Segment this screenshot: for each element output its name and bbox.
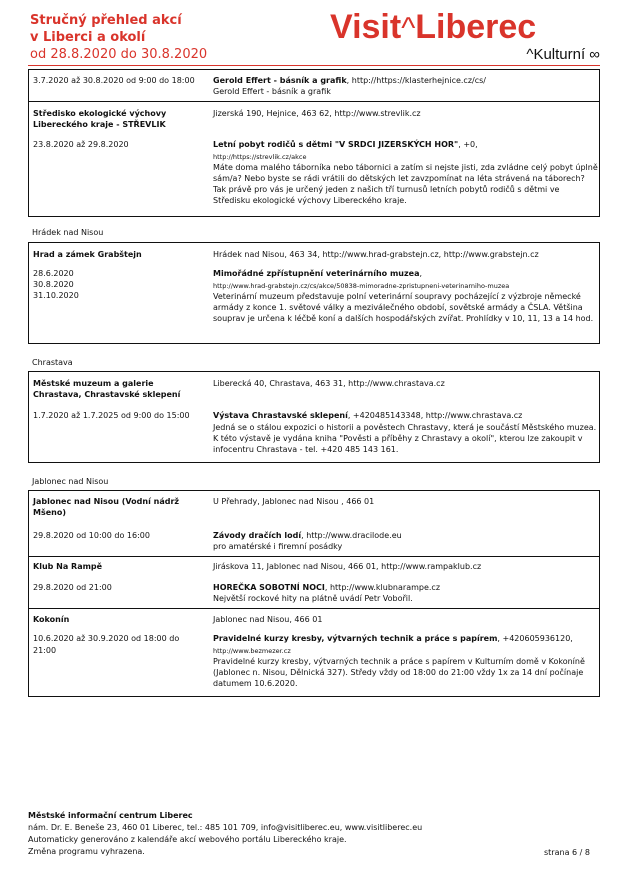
event-date: 21:00 (33, 646, 57, 655)
event-date: 29.8.2020 od 10:00 do 16:00 (33, 531, 150, 540)
event-description: Gerold Effert - básník a grafik (213, 87, 331, 96)
logo-tagline: ^Kulturní ∞ (526, 46, 600, 63)
event-date: 3.7.2020 až 30.8.2020 od 9:00 do 18:00 (33, 76, 195, 85)
event-description: Máte doma malého táborníka nebo tábornici a zatím si nejste jisti, zda zvládne celý pobyt úplně sám/a? Nebo byste se rádi vrátili do dětských let zavzpomínat na léta strávená na táborech? Tak právě pro vás je určený jeden z našich tří turnusů letních pobytů rodičů s dětmi ve Středisku ekologické výchovy Libereckého kraje. (213, 163, 598, 205)
venue-address: Jablonec nad Nisou, 466 01 (213, 615, 323, 624)
footer-address: nám. Dr. E. Beneše 23, 460 01 Liberec, tel.: 485 101 709, info@visitliberec.eu, www.visitliberec.eu (28, 823, 423, 832)
page-number: strana 6 / 8 (544, 848, 590, 857)
event-title-line: Pravidelné kurzy kresby, výtvarných technik a práce s papírem, +420605936120, (213, 634, 573, 643)
event-date: 1.7.2020 až 1.7.2025 od 9:00 do 15:00 (33, 411, 190, 420)
event-link[interactable]: http://https://strevlik.cz/akce (213, 153, 307, 161)
event-title-line: Závody dračích lodí, http://www.dracilode.eu (213, 531, 402, 540)
footer-note: Automaticky generováno z kalendáře akcí webového portálu Libereckého kraje. (28, 835, 347, 844)
event-date: 29.8.2020 od 21:00 (33, 583, 112, 592)
title-line-1: Stručný přehled akcí (30, 13, 182, 28)
event-title-line: Letní pobyt rodičů s dětmi "V SRDCI JIZERSKÝCH HOR", +0, (213, 140, 478, 149)
event-description: pro amatérské i firemní posádky (213, 542, 343, 551)
section-heading: Jablonec nad Nisou (32, 477, 109, 486)
venue-address: Jiráskova 11, Jablonec nad Nisou, 466 01, http://www.rampaklub.cz (213, 562, 482, 571)
section-heading: Hrádek nad Nisou (32, 228, 104, 237)
venue-name: Jablonec nad Nisou (Vodní nádrž Mšeno) (33, 497, 180, 517)
event-date: 10.6.2020 až 30.9.2020 od 18:00 do (33, 634, 180, 643)
row-divider (28, 608, 600, 609)
venue-name: Městské muzeum a galerie Chrastava, Chrastavské sklepení (33, 379, 181, 399)
page-footer (28, 810, 422, 858)
header-divider (28, 65, 600, 66)
footer-org: Městské informační centrum Liberec (28, 811, 193, 820)
venue-name: Hrad a zámek Grabštejn (33, 250, 142, 259)
event-date: 23.8.2020 až 29.8.2020 (33, 140, 129, 149)
event-title-line: Gerold Effert - básník a grafik, http://https://klasterhejnice.cz/cs/ (213, 76, 486, 85)
logo-brand: Visit^Liberec (330, 8, 537, 46)
venue-address: Jizerská 190, Hejnice, 463 62, http://www.strevlik.cz (213, 109, 421, 118)
document-title (30, 12, 207, 63)
venue-name: Středisko ekologické výchovy Libereckého kraje - STŘEVLIK (33, 109, 167, 129)
venue-address: Liberecká 40, Chrastava, 463 31, http://www.chrastava.cz (213, 379, 445, 388)
event-date: 28.6.2020 (33, 269, 74, 278)
event-description: Jedná se o stálou expozici o historii a pověstech Chrastavy, která je součástí Městského muzea. K této výstavě je vydána kniha "Pověsti a příběhy z Chrastavy a okolí", kterou lze zakoupit v infocentru Chrastava - tel. +420 485 143 161. (213, 423, 597, 454)
venue-address: U Přehrady, Jablonec nad Nisou , 466 01 (213, 497, 375, 506)
event-title-line: Výstava Chrastavské sklepení, +420485143348, http://www.chrastava.cz (213, 411, 523, 420)
date-range: od 28.8.2020 do 30.8.2020 (30, 47, 208, 62)
visit-liberec-logo (330, 8, 602, 64)
venue-name: Kokonín (33, 615, 70, 624)
title-line-2: v Liberci a okolí (30, 30, 146, 45)
event-title-line: Mimořádné zpřístupnění veterinárního muzea, (213, 269, 423, 278)
footer-note: Změna programu vyhrazena. (28, 847, 145, 856)
row-divider (28, 101, 600, 102)
event-title-line: HOREČKA SOBOTNÍ NOCI, http://www.klubnarampe.cz (213, 583, 441, 592)
row-divider (28, 556, 600, 557)
event-date: 31.10.2020 (33, 291, 79, 300)
venue-address: Hrádek nad Nisou, 463 34, http://www.hrad-grabstejn.cz, http://www.grabstejn.cz (213, 250, 539, 259)
event-link[interactable]: http://www.bezmezer.cz (213, 647, 291, 655)
event-link[interactable]: http://www.hrad-grabstejn.cz/cs/akce/50838-mimoradne-zpristupneni-veterinarniho-muzea (213, 282, 510, 290)
event-description: Největší rockové hity na plátně uvádí Petr Vobořil. (213, 594, 413, 603)
event-description: Veterinární muzeum představuje polní veterinární soupravy pocházející z výzbroje německé armády z konce 1. světové války a meziválečného období, sovětské armády a ČSLA. Většina souprav je určena k léčbě koní a dalších hospodářských zvířat. Prohlídky v 10, 11, 13 a 14 hod. (213, 292, 594, 323)
event-description: Pravidelné kurzy kresby, výtvarných technik a práce s papírem v Kulturním domě v Kokoníně (Jablonec n. Nisou, Dělnická 327). Středy vždy od 18:00 do 21:00 vždy 1x za 14 dní počínaje datumem 10.6.2020. (213, 657, 585, 688)
venue-name: Klub Na Rampě (33, 562, 103, 571)
event-date: 30.8.2020 (33, 280, 74, 289)
section-heading: Chrastava (32, 358, 73, 367)
